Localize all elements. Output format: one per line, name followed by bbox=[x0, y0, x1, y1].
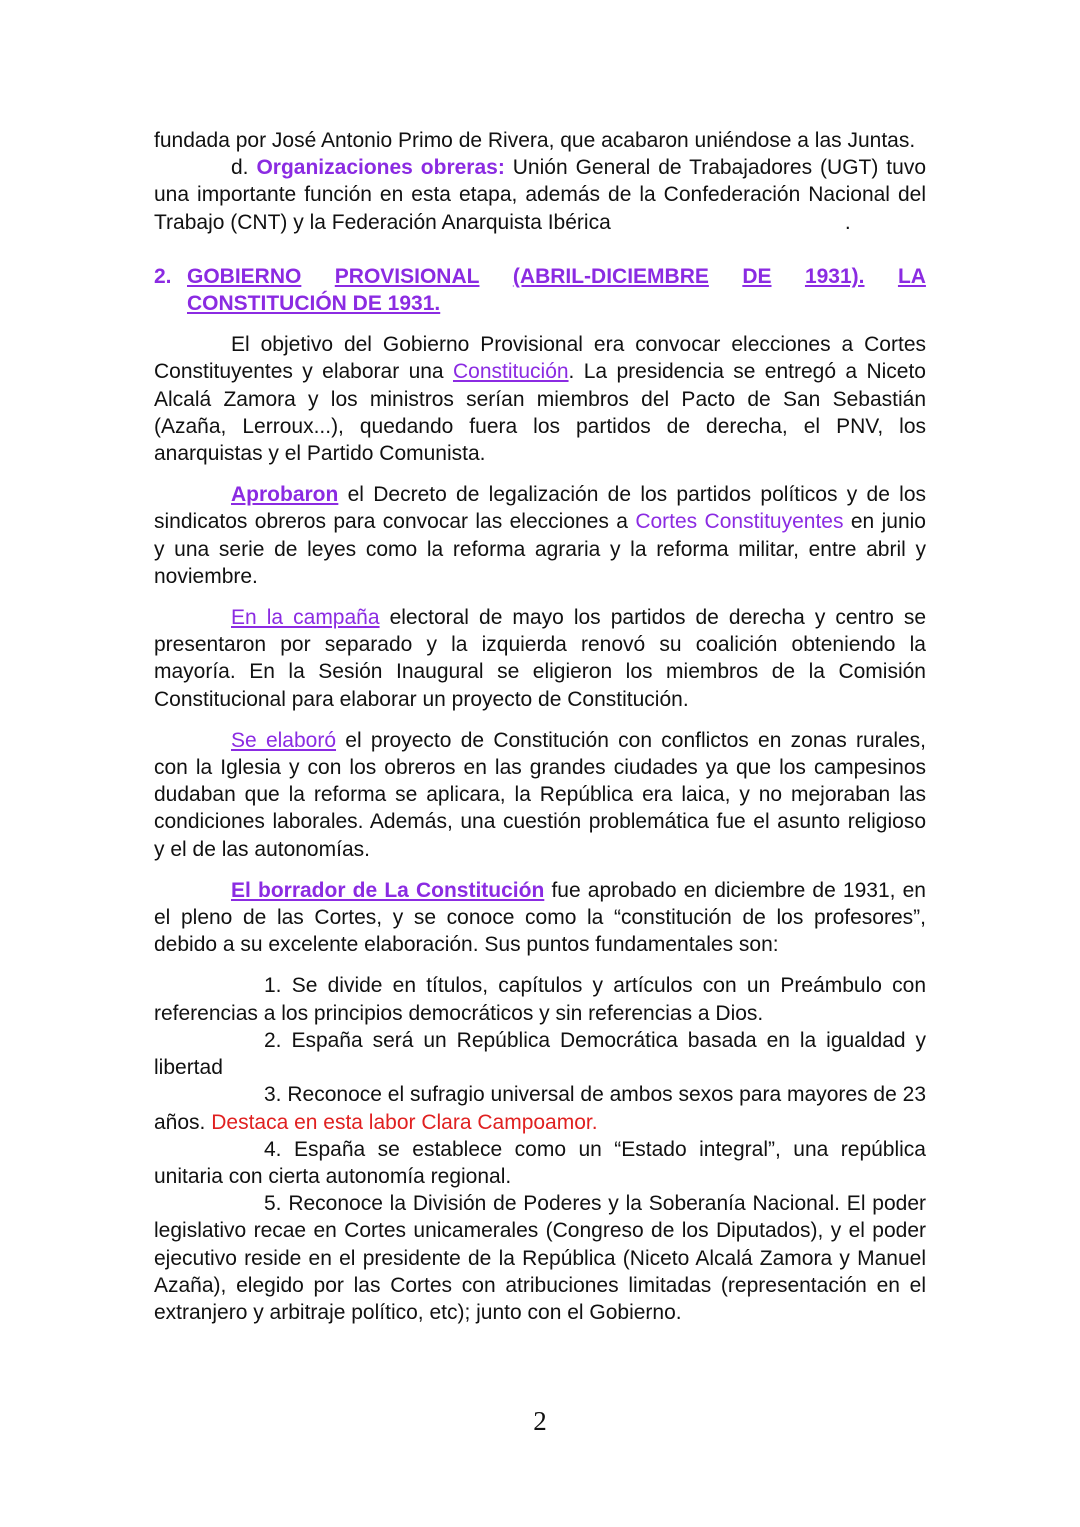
item-d-title: Organizaciones obreras: bbox=[256, 156, 505, 180]
aprobaron-link[interactable]: Aprobaron bbox=[231, 483, 339, 507]
text: el Decreto de legalización de los partidos políticos y de los sindicatos obreros para convocar las elecciones a bbox=[154, 483, 926, 534]
paragraph-borrador bbox=[154, 877, 926, 959]
item-d-end: . bbox=[844, 210, 851, 234]
text: . La presidencia se entregó a Niceto Alcalá Zamora y los ministros serían miembros del Pacto de San Sebastián (Azaña, Lerroux...), quedando fuera los partidos de derecha, el PNV, los anarquistas y el Partido Comunista. bbox=[154, 360, 926, 466]
item-d-paragraph bbox=[154, 154, 926, 236]
point-4: 4. España se establece como un “Estado integral”, una república unitaria con cierta autonomía regional. bbox=[154, 1137, 926, 1188]
title-word: DE bbox=[742, 264, 772, 288]
paragraph-objective bbox=[154, 331, 926, 467]
borrador-link[interactable]: El borrador de La Constitución bbox=[231, 878, 545, 902]
section-title-line1 bbox=[187, 263, 926, 290]
section-title-line2: CONSTITUCIÓN DE 1931. bbox=[187, 292, 441, 316]
point-5: 5. Reconoce la División de Poderes y la Soberanía Nacional. El poder legislativo recae en Cortes unicamerales (Congreso de los Diputados), y el poder ejecutivo reside en el presidente de la República (Niceto Alcalá Zamora y Manuel Azaña), elegido por las Cortes con atribuciones limitadas (representación en el extranjero y arbitraje político, etc); junto con el Gobierno. bbox=[154, 1192, 926, 1324]
text: El objetivo del Gobierno Provisional era convocar elecciones a Cortes Constituyentes y elaborar una bbox=[154, 333, 926, 384]
paragraph-campana bbox=[154, 604, 926, 713]
point-2: 2. España será un República Democrática basada en la igualdad y libertad bbox=[154, 1028, 926, 1080]
point-1: 1. Se divide en títulos, capítulos y artículos con un Preámbulo con referencias a los principios democráticos y sin referencias a Dios. bbox=[154, 974, 926, 1025]
page-number: 2 bbox=[533, 1406, 547, 1436]
point-3 bbox=[154, 1081, 926, 1135]
text: fue aprobado en diciembre de 1931, en el pleno de las Cortes, y se conoce como la “constitución de los profesores”, debido a su excelente elaboración. Sus puntos fundamentales son: bbox=[154, 878, 926, 957]
item-d-label: d. bbox=[231, 156, 249, 180]
cortes-constituyentes-term: Cortes Constituyentes bbox=[635, 510, 844, 534]
title-word: LA bbox=[897, 264, 926, 288]
title-word: GOBIERNO bbox=[187, 264, 302, 288]
elaboro-link[interactable]: Se elaboró bbox=[231, 728, 337, 752]
text: el proyecto de Constitución con conflictos en zonas rurales, con la Iglesia y con los obreros en las grandes ciudades ya que los campesinos dudaban que la reforma se aplicara, la República era laica, y no mejoraban las condiciones laborales. Además, una cuestión problemática fue el asunto religioso y el de las autonomías. bbox=[154, 728, 927, 861]
title-word: 1931). bbox=[804, 264, 865, 288]
intro-paragraph: fundada por José Antonio Primo de Rivera, que acabaron uniéndose a las Juntas. bbox=[154, 129, 916, 152]
section-heading bbox=[154, 263, 926, 317]
text: electoral de mayo los partidos de derecha y centro se presentaron por separado y la izquierda renovó su coalición obteniendo la mayoría. En la Sesión Inaugural se eligieron los miembros de la Comisión Constitucional para elaborar un proyecto de Constitución. bbox=[154, 606, 926, 711]
constitucion-link[interactable]: Constitución bbox=[452, 360, 569, 384]
title-word: (ABRIL-DICIEMBRE bbox=[512, 264, 709, 288]
text: 3. Reconoce el sufragio universal de ambos sexos para mayores de 23 años. bbox=[154, 1083, 926, 1134]
paragraph-elaboro bbox=[154, 727, 926, 863]
campoamor-highlight: Destaca en esta labor Clara Campoamor. bbox=[211, 1110, 598, 1134]
campana-link[interactable]: En la campaña bbox=[231, 606, 380, 630]
title-word: PROVISIONAL bbox=[334, 264, 480, 288]
text: en junio y una serie de leyes como la reforma agraria y la reforma militar, entre abril y noviembre. bbox=[154, 510, 926, 588]
paragraph-aprobaron bbox=[154, 481, 926, 590]
section-number: 2. bbox=[154, 264, 172, 288]
document-page bbox=[154, 127, 926, 1326]
item-d-text: Unión General de Trabajadores (UGT) tuvo una importante función en esta etapa, además de la Confederación Nacional del Trabajo (CNT) y la Federación Anarquista Ibérica bbox=[154, 156, 926, 234]
